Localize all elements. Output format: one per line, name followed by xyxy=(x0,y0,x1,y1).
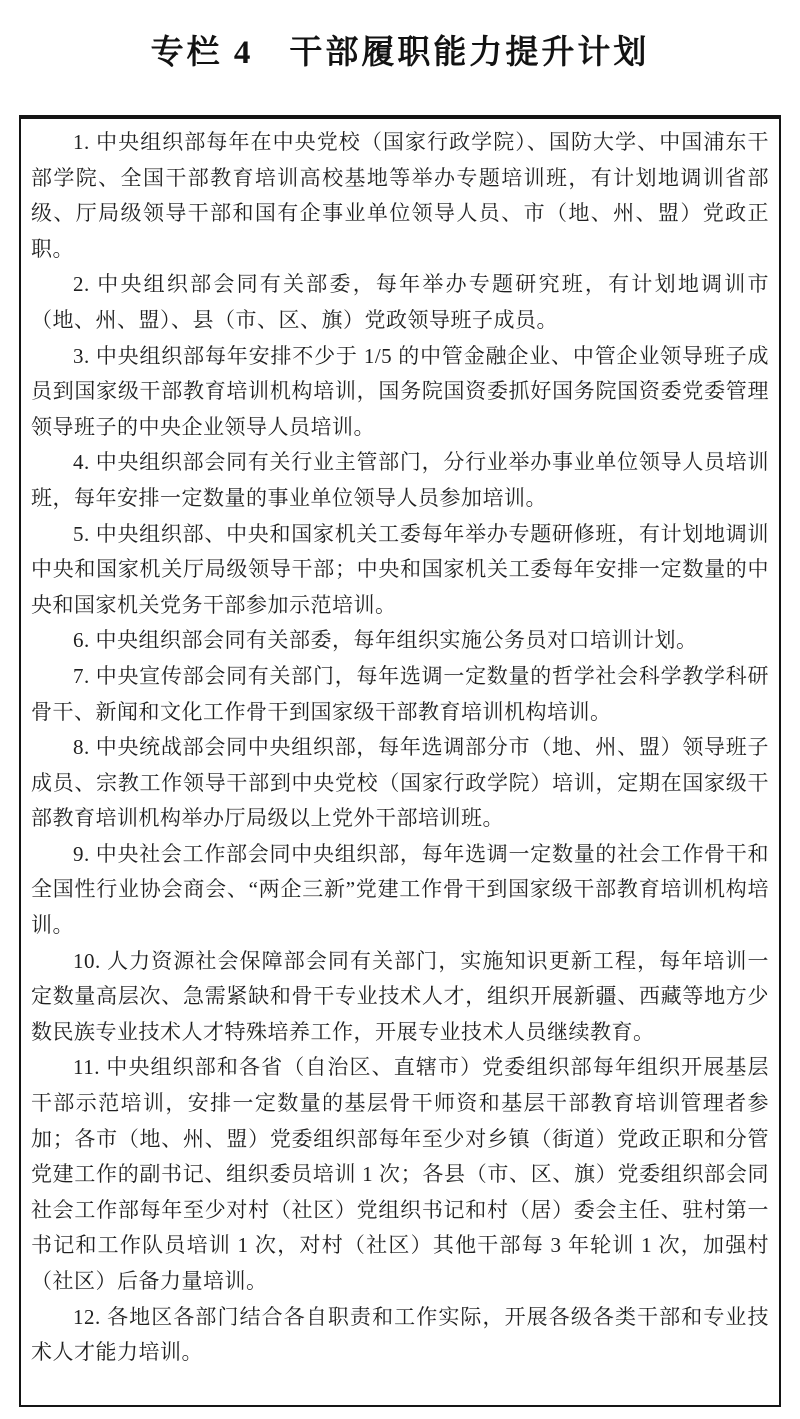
page-title: 专栏 4 干部履职能力提升计划 xyxy=(150,35,650,71)
paragraph-10: 10. 人力资源社会保障部会同有关部门，实施知识更新工程，每年培训一定数量高层次、急需紧缺和骨干专业技术人才，组织开展新疆、西藏等地方少数民族专业技术人才特殊培养工作，开展专业技术人员继续教育。 xyxy=(31,948,769,1044)
paragraph-2: 2. 中央组织部会同有关部委，每年举办专题研究班，有计划地调训市（地、州、盟）、县（市、区、旗）党政领导班子成员。 xyxy=(31,272,769,332)
column-box xyxy=(19,115,781,1407)
paragraph-5: 5. 中央组织部、中央和国家机关工委每年举办专题研修班，有计划地调训中央和国家机关厅局级领导干部；中央和国家机关工委每年安排一定数量的中央和国家机关党务干部参加示范培训。 xyxy=(31,521,769,617)
paragraph-6: 6. 中央组织部会同有关部委，每年组织实施公务员对口培训计划。 xyxy=(73,628,698,653)
paragraph-7: 7. 中央宣传部会同有关部门，每年选调一定数量的哲学社会科学教学科研骨干、新闻和文化工作骨干到国家级干部教育培训机构培训。 xyxy=(31,663,769,724)
paragraph-9: 9. 中央社会工作部会同中央组织部，每年选调一定数量的社会工作骨干和全国性行业协会商会、“两企三新”党建工作骨干到国家级干部教育培训机构培训。 xyxy=(31,841,769,938)
paragraph-4: 4. 中央组织部会同有关行业主管部门，分行业举办事业单位领导人员培训班，每年安排一定数量的事业单位领导人员参加培训。 xyxy=(31,450,769,510)
paragraph-8: 8. 中央统战部会同中央组织部，每年选调部分市（地、州、盟）领导班子成员、宗教工作领导干部到中央党校（国家行政学院）培训，定期在国家级干部教育培训机构举办厅局级以上党外干部培训班。 xyxy=(31,735,769,831)
paragraph-3: 3. 中央组织部每年安排不少于 1/5 的中管金融企业、中管企业领导班子成员到国家级干部教育培训机构培训，国务院国资委抓好国务院国资委党委管理领导班子的中央企业领导人员培训。 xyxy=(31,343,769,439)
paragraph-12: 12. 各地区各部门结合各自职责和工作实际，开展各级各类干部和专业技术人才能力培训。 xyxy=(31,1304,769,1365)
paragraph-11: 11. 中央组织部和各省（自治区、直辖市）党委组织部每年组织开展基层干部示范培训，安排一定数量的基层骨干师资和基层干部教育培训管理者参加；各市（地、州、盟）党委组织部每年至少对乡镇（街道）党政正职和分管党建工作的副书记、组织委员培训 1 次；各县（市、区、旗）党委组织部会同社会工作部每年至少对村（社区）党组织书记和村（居）委会主任、驻村第一书记和工作队员培训 1 次，对村（社区）其他干部每 3 年轮训 1 次，加强村（社区）后备力量培训。 xyxy=(31,1055,769,1293)
paragraph-1: 1. 中央组织部每年在中央党校（国家行政学院）、国防大学、中国浦东干部学院、全国干部教育培训高校基地等举办专题培训班，有计划地调训省部级、厅局级领导干部和国有企事业单位领导人员、市（地、州、盟）党政正职。 xyxy=(31,130,769,261)
